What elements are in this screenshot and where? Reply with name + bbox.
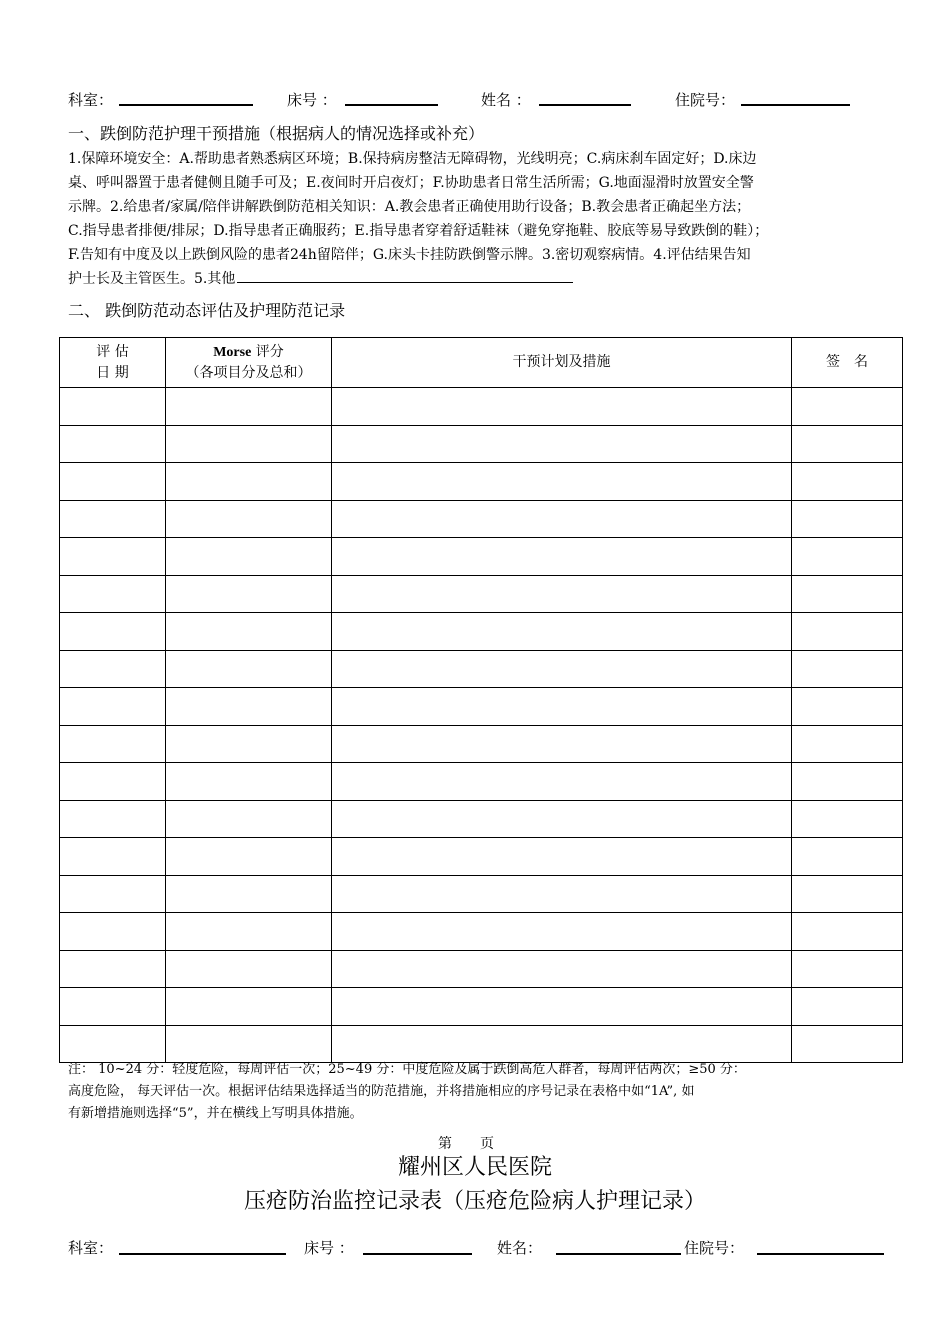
table-row bbox=[60, 988, 903, 1026]
cell-date[interactable] bbox=[60, 838, 166, 876]
section1-line: 示牌。2.给患者/家属/陪伴讲解跌倒防范相关知识：A.教会患者正确使用助行设备；B.教会患者正确起坐方法； bbox=[68, 199, 751, 215]
cell-plan[interactable] bbox=[332, 838, 792, 876]
table-row bbox=[60, 388, 903, 426]
cell-signature[interactable] bbox=[792, 950, 903, 988]
footer-name-label: 姓名： bbox=[497, 1239, 543, 1257]
cell-signature[interactable] bbox=[792, 425, 903, 463]
cell-plan[interactable] bbox=[332, 988, 792, 1026]
cell-morse-score[interactable] bbox=[166, 388, 332, 426]
table-row bbox=[60, 538, 903, 576]
cell-plan[interactable] bbox=[332, 875, 792, 913]
cell-date[interactable] bbox=[60, 988, 166, 1026]
footer-admission-field[interactable] bbox=[757, 1253, 884, 1255]
table-header-row bbox=[60, 338, 903, 388]
table-row bbox=[60, 463, 903, 501]
cell-signature[interactable] bbox=[792, 913, 903, 951]
other-measures-label: 护士长及主管医生。5.其他 bbox=[68, 271, 236, 287]
cell-plan[interactable] bbox=[332, 950, 792, 988]
cell-morse-score[interactable] bbox=[166, 650, 332, 688]
table-row bbox=[60, 800, 903, 838]
cell-signature[interactable] bbox=[792, 763, 903, 801]
cell-morse-score[interactable] bbox=[166, 838, 332, 876]
cell-plan[interactable] bbox=[332, 575, 792, 613]
cell-plan[interactable] bbox=[332, 1025, 792, 1063]
col-header-plan: 干预计划及措施 bbox=[332, 338, 792, 388]
cell-signature[interactable] bbox=[792, 388, 903, 426]
table-row bbox=[60, 875, 903, 913]
cell-date[interactable] bbox=[60, 463, 166, 501]
section1-line: 1.保障环境安全：A.帮助患者熟悉病区环境；B.保持病房整洁无障碍物，光线明亮；C.病床刹车固定好；D.床边 bbox=[68, 151, 757, 167]
cell-plan[interactable] bbox=[332, 800, 792, 838]
cell-plan[interactable] bbox=[332, 538, 792, 576]
cell-signature[interactable] bbox=[792, 838, 903, 876]
dept-label: 科室： bbox=[68, 91, 114, 109]
cell-morse-score[interactable] bbox=[166, 613, 332, 651]
table-row bbox=[60, 763, 903, 801]
cell-signature[interactable] bbox=[792, 725, 903, 763]
note-line: 有新增措施则选择“5”，并在横线上写明具体措施。 bbox=[68, 1106, 363, 1121]
cell-signature[interactable] bbox=[792, 688, 903, 726]
cell-date[interactable] bbox=[60, 950, 166, 988]
cell-date[interactable] bbox=[60, 800, 166, 838]
cell-signature[interactable] bbox=[792, 650, 903, 688]
footer-dept-label: 科室： bbox=[68, 1239, 114, 1257]
cell-morse-score[interactable] bbox=[166, 950, 332, 988]
admission-label: 住院号： bbox=[675, 91, 736, 109]
cell-date[interactable] bbox=[60, 613, 166, 651]
cell-plan[interactable] bbox=[332, 388, 792, 426]
cell-morse-score[interactable] bbox=[166, 425, 332, 463]
section1-line: 桌、呼叫器置于患者健侧且随手可及；E.夜间时开启夜灯；F.协助患者日常生活所需；G.地面湿滑时放置安全警 bbox=[68, 175, 754, 191]
cell-date[interactable] bbox=[60, 913, 166, 951]
cell-morse-score[interactable] bbox=[166, 463, 332, 501]
cell-plan[interactable] bbox=[332, 650, 792, 688]
table-row bbox=[60, 913, 903, 951]
cell-morse-score[interactable] bbox=[166, 988, 332, 1026]
section1-title: 一、跌倒防范护理干预措施（根据病人的情况选择或补充） bbox=[68, 124, 485, 143]
section1-line bbox=[68, 267, 908, 291]
cell-date[interactable] bbox=[60, 538, 166, 576]
table-row bbox=[60, 725, 903, 763]
table-row bbox=[60, 613, 903, 651]
cell-signature[interactable] bbox=[792, 1025, 903, 1063]
other-measures-field[interactable] bbox=[237, 268, 573, 283]
cell-plan[interactable] bbox=[332, 913, 792, 951]
cell-morse-score[interactable] bbox=[166, 800, 332, 838]
cell-morse-score[interactable] bbox=[166, 538, 332, 576]
hospital-name: 耀州区人民医院 bbox=[397, 1155, 552, 1180]
footer-bed-field[interactable] bbox=[363, 1253, 472, 1255]
col-header-morse: Morse 评分 （各项目分及总和） bbox=[166, 338, 332, 388]
cell-date[interactable] bbox=[60, 763, 166, 801]
cell-morse-score[interactable] bbox=[166, 913, 332, 951]
cell-plan[interactable] bbox=[332, 425, 792, 463]
admission-field[interactable] bbox=[741, 104, 850, 106]
note-line: 高度危险， 每天评估一次。根据评估结果选择适当的防范措施，并将措施相应的序号记录在表格中如“1A”, 如 bbox=[68, 1084, 695, 1099]
cell-signature[interactable] bbox=[792, 500, 903, 538]
table-row bbox=[60, 425, 903, 463]
section2-title: 二、 跌倒防范动态评估及护理防范记录 bbox=[68, 301, 346, 320]
cell-plan[interactable] bbox=[332, 500, 792, 538]
cell-date[interactable] bbox=[60, 425, 166, 463]
form2-title: 压疮防治监控记录表（压疮危险病人护理记录） bbox=[243, 1189, 706, 1214]
note-line: 注： 10~24 分：轻度危险，每周评估一次；25~49 分：中度危险及属于跌倒高危人群者，每周评估两次；≥50 分： bbox=[68, 1062, 746, 1077]
cell-morse-score[interactable] bbox=[166, 500, 332, 538]
table-row bbox=[60, 650, 903, 688]
cell-signature[interactable] bbox=[792, 538, 903, 576]
page-number-label: 第 页 bbox=[438, 1136, 494, 1152]
cell-signature[interactable] bbox=[792, 988, 903, 1026]
name-field[interactable] bbox=[539, 104, 631, 106]
cell-morse-score[interactable] bbox=[166, 725, 332, 763]
table-row bbox=[60, 688, 903, 726]
table-row bbox=[60, 950, 903, 988]
col-header-signature: 签 名 bbox=[792, 338, 903, 388]
cell-signature[interactable] bbox=[792, 575, 903, 613]
section1-line: C.指导患者排便/排尿；D.指导患者正确服药；E.指导患者穿着舒适鞋袜（避免穿拖鞋、胶底等易导致跌倒的鞋）； bbox=[68, 223, 769, 239]
table-row bbox=[60, 1025, 903, 1063]
section1-line: F.告知有中度及以上跌倒风险的患者24h留陪伴；G.床头卡挂防跌倒警示牌。3.密切观察病情。4.评估结果告知 bbox=[68, 247, 751, 263]
footer-admission-label: 住院号： bbox=[684, 1239, 745, 1257]
cell-date[interactable] bbox=[60, 1025, 166, 1063]
cell-plan[interactable] bbox=[332, 763, 792, 801]
table-row bbox=[60, 500, 903, 538]
cell-morse-score[interactable] bbox=[166, 688, 332, 726]
footer-bed-label: 床号 ： bbox=[304, 1239, 354, 1257]
cell-morse-score[interactable] bbox=[166, 1025, 332, 1063]
table-row bbox=[60, 575, 903, 613]
cell-date[interactable] bbox=[60, 688, 166, 726]
table-row bbox=[60, 838, 903, 876]
note-block bbox=[68, 1059, 908, 1125]
cell-morse-score[interactable] bbox=[166, 575, 332, 613]
cell-date[interactable] bbox=[60, 575, 166, 613]
cell-date[interactable] bbox=[60, 725, 166, 763]
cell-signature[interactable] bbox=[792, 875, 903, 913]
cell-date[interactable] bbox=[60, 650, 166, 688]
cell-plan[interactable] bbox=[332, 688, 792, 726]
dept-field[interactable] bbox=[119, 104, 253, 106]
cell-date[interactable] bbox=[60, 875, 166, 913]
fall-prevention-record-table bbox=[59, 337, 903, 1063]
footer-name-field[interactable] bbox=[556, 1253, 681, 1255]
cell-date[interactable] bbox=[60, 500, 166, 538]
cell-signature[interactable] bbox=[792, 613, 903, 651]
cell-signature[interactable] bbox=[792, 463, 903, 501]
cell-plan[interactable] bbox=[332, 613, 792, 651]
cell-morse-score[interactable] bbox=[166, 763, 332, 801]
bed-field[interactable] bbox=[345, 104, 438, 106]
footer-dept-field[interactable] bbox=[119, 1253, 286, 1255]
col-header-date: 评 估 日 期 bbox=[60, 338, 166, 388]
name-label: 姓名 ： bbox=[481, 91, 531, 109]
section1-body bbox=[68, 147, 908, 291]
bed-label: 床号 ： bbox=[287, 91, 337, 109]
cell-plan[interactable] bbox=[332, 463, 792, 501]
cell-plan[interactable] bbox=[332, 725, 792, 763]
cell-signature[interactable] bbox=[792, 800, 903, 838]
cell-morse-score[interactable] bbox=[166, 875, 332, 913]
cell-date[interactable] bbox=[60, 388, 166, 426]
